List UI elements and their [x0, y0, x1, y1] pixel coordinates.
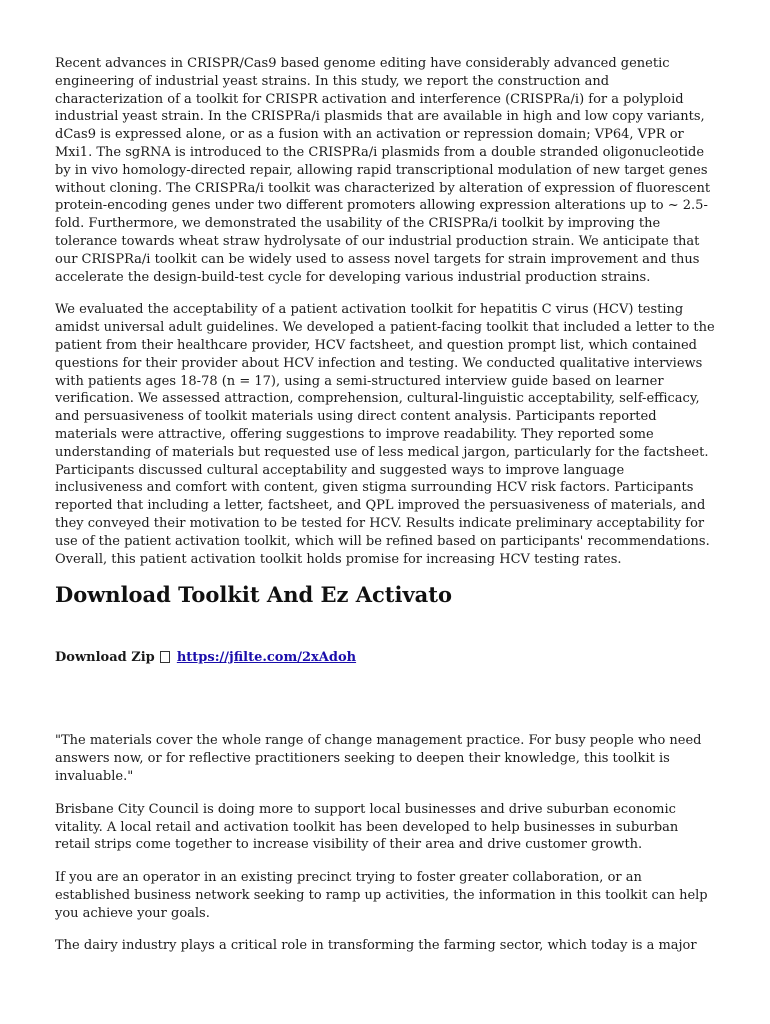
paragraph-dairy: The dairy industry plays a critical role in transforming the farming sector, which today is a major: [55, 938, 697, 954]
page-heading: Download Toolkit And Ez Activato: [55, 582, 452, 608]
document-body: [55, 55, 715, 955]
missing-glyph-icon: [160, 651, 170, 663]
paragraph-crispr: Recent advances in CRISPR/Cas9 based genome editing have considerably advanced genetic engineering of industrial yeast strains. In this study, we report the construction and characterization of a toolkit for CRISPR activation and interference (CRISPRa/i) for a polyploid industrial yeast strain. In the CRISPRa/i plasmids that are available in high and low copy variants, dCas9 is expressed alone, or as a fusion with an activation or repression domain; VP64, VPR or Mxi1. The sgRNA is introduced to the CRISPRa/i plasmids from a double stranded oligonucleotide by in vivo homology-directed repair, allowing rapid transcriptional modulation of new target genes without cloning. The CRISPRa/i toolkit was characterized by alteration of expression of fluorescent protein-encoding genes under two different promoters allowing expression alterations up to ~ 2.5-fold. Furthermore, we demonstrated the usability of the CRISPRa/i toolkit by improving the tolerance towards wheat straw hydrolysate of our industrial production strain. We anticipate that our CRISPRa/i toolkit can be widely used to assess novel targets for strain improvement and thus accelerate the design-build-test cycle for developing various industrial production strains.: [55, 56, 711, 285]
paragraph-quote: "The materials cover the whole range of change management practice. For busy people who need answers now, or for reflective practitioners seeking to deepen their knowledge, this toolkit is invaluable.": [55, 733, 702, 784]
paragraph-brisbane: Brisbane City Council is doing more to support local businesses and drive suburban economic vitality. A local retail and activation toolkit has been developed to help businesses in suburban retail strips come together to increase visibility of their area and drive customer growth.: [55, 801, 679, 853]
download-label: Download Zip: [55, 650, 155, 666]
download-link[interactable]: https://jfilte.com/2xAdoh: [176, 650, 357, 666]
download-line: [55, 649, 715, 666]
paragraph-operator: If you are an operator in an existing precinct trying to foster greater collaboration, or an established business network seeking to ramp up activities, the information in this toolkit can help you achieve your goals.: [55, 870, 708, 921]
paragraph-hcv: We evaluated the acceptability of a patient activation toolkit for hepatitis C virus (HCV) testing amidst universal adult guidelines. We developed a patient-facing toolkit that included a letter to the patient from their healthcare provider, HCV factsheet, and question prompt list, which contained questions for their provider about HCV infection and testing. We conducted qualitative interviews with patients ages 18-78 (n = 17), using a semi-structured interview guide based on learner verification. We assessed attraction, comprehension, cultural-linguistic acceptability, self-efficacy, and persuasiveness of toolkit materials using direct content analysis. Participants reported materials were attractive, offering suggestions to improve readability. They reported some understanding of materials but requested use of less medical jargon, particularly for the factsheet. Participants discussed cultural acceptability and suggested ways to improve language inclusiveness and comfort with content, given stigma surrounding HCV risk factors. Participants reported that including a letter, factsheet, and QPL improved the persuasiveness of materials, and they conveyed their motivation to be tested for HCV. Results indicate preliminary acceptability for use of the patient activation toolkit, which will be refined based on participants' recommendations. Overall, this patient activation toolkit holds promise for increasing HCV testing rates.: [55, 302, 715, 567]
